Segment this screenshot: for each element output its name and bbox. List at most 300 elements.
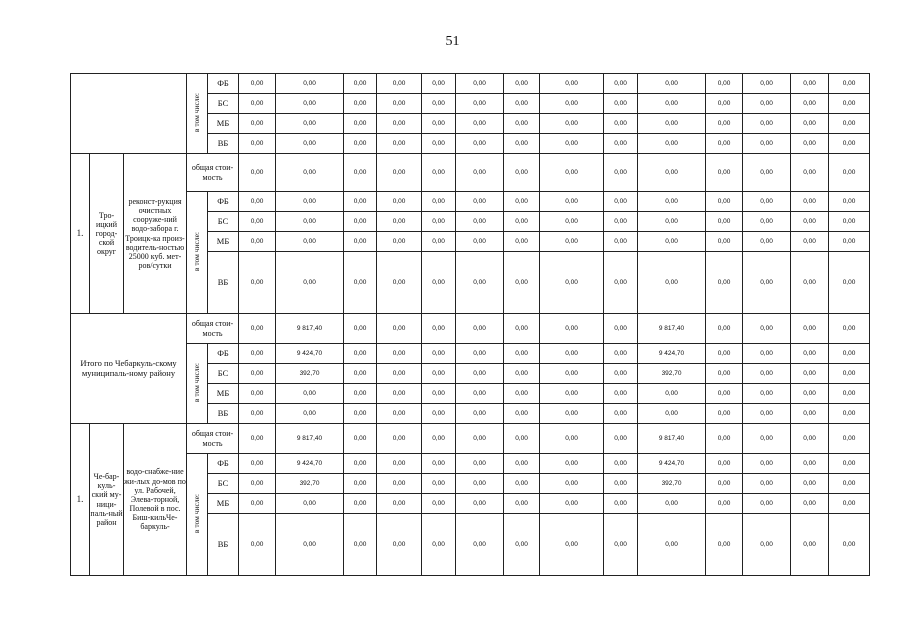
value-cell: 0,00: [829, 454, 870, 474]
value-cell: 0,00: [829, 384, 870, 404]
value-cell: 0,00: [239, 192, 276, 212]
value-cell: 0,00: [377, 114, 422, 134]
value-cell: 0,00: [504, 404, 540, 424]
value-cell: 0,00: [456, 154, 504, 192]
page-number: 51: [445, 34, 460, 49]
value-cell: 0,00: [706, 344, 743, 364]
value-cell: 0,00: [604, 134, 638, 154]
value-cell: 0,00: [791, 212, 829, 232]
value-cell: 0,00: [344, 314, 377, 344]
budget-table: [70, 73, 870, 576]
fund-code: ВБ: [208, 134, 239, 154]
total-cost-label: общая стои-мость: [187, 154, 239, 192]
value-cell: 9 817,40: [638, 424, 706, 454]
value-cell: 0,00: [504, 94, 540, 114]
value-cell: 0,00: [504, 514, 540, 576]
fund-code: МБ: [208, 494, 239, 514]
value-cell: 0,00: [377, 344, 422, 364]
value-cell: 0,00: [638, 404, 706, 424]
in-that-number-text: в том числе:: [191, 231, 201, 271]
value-cell: 0,00: [540, 252, 604, 314]
value-cell: 0,00: [504, 314, 540, 344]
value-cell: 0,00: [239, 454, 276, 474]
value-cell: 0,00: [377, 514, 422, 576]
value-cell: 0,00: [604, 212, 638, 232]
in-that-number-text: в том числе:: [191, 92, 201, 132]
value-cell: 0,00: [504, 454, 540, 474]
value-cell: 0,00: [638, 74, 706, 94]
value-cell: 0,00: [604, 514, 638, 576]
value-cell: 0,00: [276, 252, 344, 314]
value-cell: 0,00: [706, 74, 743, 94]
value-cell: 0,00: [540, 114, 604, 134]
fund-code: ФБ: [208, 344, 239, 364]
value-cell: 0,00: [276, 494, 344, 514]
value-cell: 0,00: [706, 192, 743, 212]
value-cell: 0,00: [604, 94, 638, 114]
value-cell: 0,00: [344, 424, 377, 454]
value-cell: 0,00: [540, 404, 604, 424]
value-cell: 0,00: [422, 404, 456, 424]
value-cell: 0,00: [791, 192, 829, 212]
value-cell: 0,00: [540, 494, 604, 514]
value-cell: 0,00: [456, 344, 504, 364]
value-cell: 0,00: [706, 232, 743, 252]
municipality-name: Че-бар-куль-ский му-ници-паль-ный район: [90, 424, 124, 576]
value-cell: 0,00: [540, 344, 604, 364]
value-cell: 392,70: [638, 364, 706, 384]
value-cell: 0,00: [239, 404, 276, 424]
value-cell: 0,00: [791, 474, 829, 494]
value-cell: 0,00: [743, 212, 791, 232]
value-cell: 0,00: [638, 232, 706, 252]
value-cell: 0,00: [604, 252, 638, 314]
value-cell: 0,00: [829, 212, 870, 232]
fund-code: ФБ: [208, 74, 239, 94]
value-cell: 0,00: [422, 344, 456, 364]
value-cell: 9 424,70: [638, 454, 706, 474]
value-cell: 0,00: [422, 74, 456, 94]
value-cell: 0,00: [422, 192, 456, 212]
value-cell: 0,00: [344, 114, 377, 134]
value-cell: 0,00: [504, 344, 540, 364]
fund-code: ФБ: [208, 454, 239, 474]
value-cell: 9 424,70: [276, 454, 344, 474]
value-cell: 0,00: [456, 494, 504, 514]
value-cell: 0,00: [743, 192, 791, 212]
value-cell: 0,00: [344, 134, 377, 154]
value-cell: 0,00: [706, 474, 743, 494]
value-cell: 0,00: [377, 474, 422, 494]
value-cell: 0,00: [540, 364, 604, 384]
total-cost-label: общая стои-мость: [187, 314, 239, 344]
value-cell: 0,00: [791, 134, 829, 154]
value-cell: 0,00: [422, 252, 456, 314]
value-cell: 0,00: [706, 154, 743, 192]
value-cell: 0,00: [604, 364, 638, 384]
value-cell: 0,00: [540, 192, 604, 212]
value-cell: 0,00: [743, 74, 791, 94]
value-cell: 0,00: [377, 154, 422, 192]
value-cell: 0,00: [456, 252, 504, 314]
table-row: [71, 192, 870, 212]
value-cell: 0,00: [829, 424, 870, 454]
value-cell: 0,00: [422, 232, 456, 252]
value-cell: 0,00: [276, 114, 344, 134]
value-cell: 0,00: [829, 114, 870, 134]
in-that-number-label: [187, 192, 208, 314]
value-cell: 0,00: [504, 232, 540, 252]
value-cell: 0,00: [706, 494, 743, 514]
value-cell: 0,00: [239, 134, 276, 154]
value-cell: 0,00: [504, 252, 540, 314]
value-cell: 0,00: [276, 154, 344, 192]
value-cell: 0,00: [791, 404, 829, 424]
value-cell: 0,00: [829, 364, 870, 384]
value-cell: 0,00: [743, 154, 791, 192]
value-cell: 0,00: [377, 404, 422, 424]
value-cell: 0,00: [504, 212, 540, 232]
value-cell: 0,00: [706, 454, 743, 474]
value-cell: 9 424,70: [276, 344, 344, 364]
value-cell: 0,00: [604, 384, 638, 404]
value-cell: 392,70: [276, 474, 344, 494]
value-cell: 0,00: [829, 232, 870, 252]
value-cell: 0,00: [239, 474, 276, 494]
value-cell: 0,00: [791, 344, 829, 364]
value-cell: 0,00: [604, 74, 638, 94]
value-cell: 0,00: [344, 94, 377, 114]
value-cell: 0,00: [743, 454, 791, 474]
value-cell: 0,00: [540, 212, 604, 232]
value-cell: 0,00: [743, 232, 791, 252]
in-that-number-label: [187, 454, 208, 576]
project-description: реконст-рукция очистных сооруже-ний водо-забора г. Троицк-ка произ-водитель-ностью 25000 куб. мет-ров/сутки: [124, 154, 187, 314]
value-cell: 0,00: [604, 192, 638, 212]
table-row: [71, 344, 870, 364]
value-cell: 0,00: [377, 252, 422, 314]
value-cell: 0,00: [743, 494, 791, 514]
value-cell: 0,00: [604, 232, 638, 252]
value-cell: 0,00: [829, 94, 870, 114]
value-cell: 0,00: [743, 514, 791, 576]
in-that-number-label: [187, 74, 208, 154]
item-index: 1.: [71, 154, 90, 314]
value-cell: 0,00: [456, 232, 504, 252]
in-that-number-text: в том числе:: [191, 493, 201, 533]
value-cell: 0,00: [344, 74, 377, 94]
value-cell: 0,00: [791, 364, 829, 384]
value-cell: 0,00: [706, 424, 743, 454]
value-cell: 0,00: [239, 94, 276, 114]
value-cell: 0,00: [791, 494, 829, 514]
value-cell: 0,00: [706, 314, 743, 344]
value-cell: 0,00: [377, 494, 422, 514]
value-cell: 0,00: [456, 314, 504, 344]
value-cell: 0,00: [422, 424, 456, 454]
value-cell: 0,00: [829, 344, 870, 364]
value-cell: 0,00: [791, 154, 829, 192]
value-cell: 0,00: [638, 154, 706, 192]
value-cell: 0,00: [706, 212, 743, 232]
value-cell: 0,00: [706, 252, 743, 314]
value-cell: 0,00: [743, 384, 791, 404]
value-cell: 0,00: [504, 134, 540, 154]
value-cell: 0,00: [791, 252, 829, 314]
value-cell: 0,00: [456, 134, 504, 154]
value-cell: 0,00: [344, 364, 377, 384]
value-cell: 0,00: [638, 94, 706, 114]
value-cell: 0,00: [276, 134, 344, 154]
value-cell: 0,00: [239, 424, 276, 454]
value-cell: 0,00: [540, 314, 604, 344]
value-cell: 0,00: [829, 474, 870, 494]
value-cell: 0,00: [791, 114, 829, 134]
value-cell: 0,00: [422, 154, 456, 192]
value-cell: 0,00: [422, 454, 456, 474]
fund-code: МБ: [208, 232, 239, 252]
value-cell: 0,00: [276, 514, 344, 576]
value-cell: 0,00: [377, 454, 422, 474]
value-cell: 0,00: [239, 494, 276, 514]
value-cell: 0,00: [743, 114, 791, 134]
value-cell: 0,00: [239, 232, 276, 252]
value-cell: 0,00: [344, 192, 377, 212]
value-cell: 0,00: [344, 404, 377, 424]
fund-code: ФБ: [208, 192, 239, 212]
value-cell: 0,00: [377, 364, 422, 384]
value-cell: 0,00: [456, 454, 504, 474]
value-cell: 9 817,40: [638, 314, 706, 344]
value-cell: 9 817,40: [276, 424, 344, 454]
value-cell: 0,00: [540, 154, 604, 192]
value-cell: 0,00: [791, 232, 829, 252]
table-row: [71, 454, 870, 474]
value-cell: 0,00: [829, 154, 870, 192]
value-cell: 0,00: [344, 344, 377, 364]
value-cell: 0,00: [239, 384, 276, 404]
value-cell: 0,00: [422, 314, 456, 344]
table-row: [71, 154, 870, 192]
value-cell: 0,00: [540, 384, 604, 404]
value-cell: 0,00: [706, 514, 743, 576]
value-cell: 0,00: [638, 212, 706, 232]
value-cell: 0,00: [743, 134, 791, 154]
value-cell: 0,00: [540, 474, 604, 494]
value-cell: 0,00: [377, 74, 422, 94]
value-cell: 0,00: [604, 424, 638, 454]
value-cell: 0,00: [604, 494, 638, 514]
in-that-number-label: [187, 344, 208, 424]
value-cell: 0,00: [743, 404, 791, 424]
value-cell: 0,00: [791, 384, 829, 404]
value-cell: 0,00: [604, 114, 638, 134]
value-cell: 0,00: [377, 94, 422, 114]
value-cell: 0,00: [829, 404, 870, 424]
value-cell: 0,00: [743, 252, 791, 314]
value-cell: 0,00: [456, 74, 504, 94]
value-cell: 0,00: [743, 364, 791, 384]
value-cell: 0,00: [829, 252, 870, 314]
municipality-name: Тро-ицкий город-ской округ: [90, 154, 124, 314]
value-cell: 0,00: [540, 74, 604, 94]
fund-code: БС: [208, 364, 239, 384]
value-cell: 0,00: [791, 454, 829, 474]
value-cell: 0,00: [456, 192, 504, 212]
value-cell: 0,00: [276, 74, 344, 94]
value-cell: 0,00: [456, 114, 504, 134]
value-cell: 0,00: [377, 314, 422, 344]
in-that-number-text: в том числе:: [191, 362, 201, 402]
value-cell: 0,00: [829, 314, 870, 344]
value-cell: 0,00: [504, 384, 540, 404]
value-cell: 9 424,70: [638, 344, 706, 364]
value-cell: 0,00: [377, 212, 422, 232]
value-cell: 0,00: [706, 94, 743, 114]
value-cell: 0,00: [377, 424, 422, 454]
value-cell: 0,00: [638, 252, 706, 314]
item-index: 1.: [71, 424, 90, 576]
value-cell: 0,00: [456, 384, 504, 404]
value-cell: 0,00: [540, 424, 604, 454]
value-cell: 0,00: [743, 94, 791, 114]
value-cell: 0,00: [239, 314, 276, 344]
value-cell: 0,00: [456, 94, 504, 114]
fund-code: ВБ: [208, 252, 239, 314]
value-cell: 0,00: [540, 514, 604, 576]
value-cell: 0,00: [791, 314, 829, 344]
table-row: [71, 74, 870, 94]
value-cell: 0,00: [791, 94, 829, 114]
value-cell: 0,00: [791, 424, 829, 454]
value-cell: 0,00: [504, 474, 540, 494]
value-cell: 0,00: [422, 364, 456, 384]
value-cell: 0,00: [504, 114, 540, 134]
value-cell: 0,00: [829, 494, 870, 514]
value-cell: 0,00: [377, 384, 422, 404]
value-cell: 0,00: [456, 424, 504, 454]
value-cell: 0,00: [604, 404, 638, 424]
value-cell: 0,00: [829, 74, 870, 94]
fund-code: МБ: [208, 384, 239, 404]
value-cell: 0,00: [456, 514, 504, 576]
value-cell: 0,00: [829, 514, 870, 576]
value-cell: 0,00: [377, 192, 422, 212]
project-description: водо-снабже-ние жи-лых до-мов по ул. Рабочей, Элева-торной, Полевой в пос. Биш-кильЧе-баркуль-: [124, 424, 187, 576]
value-cell: 0,00: [276, 384, 344, 404]
value-cell: 0,00: [456, 404, 504, 424]
value-cell: 0,00: [344, 494, 377, 514]
fund-code: БС: [208, 474, 239, 494]
value-cell: 0,00: [456, 474, 504, 494]
value-cell: 0,00: [422, 494, 456, 514]
value-cell: 0,00: [638, 514, 706, 576]
value-cell: 0,00: [422, 474, 456, 494]
value-cell: 0,00: [239, 364, 276, 384]
value-cell: 0,00: [422, 384, 456, 404]
value-cell: 0,00: [422, 134, 456, 154]
value-cell: 0,00: [638, 494, 706, 514]
value-cell: 0,00: [239, 344, 276, 364]
value-cell: 0,00: [456, 364, 504, 384]
value-cell: 0,00: [504, 424, 540, 454]
fund-code: МБ: [208, 114, 239, 134]
value-cell: 0,00: [604, 344, 638, 364]
value-cell: 0,00: [239, 514, 276, 576]
value-cell: 0,00: [239, 154, 276, 192]
value-cell: 0,00: [604, 154, 638, 192]
table-body: [71, 74, 870, 576]
value-cell: 0,00: [540, 454, 604, 474]
value-cell: 0,00: [604, 314, 638, 344]
value-cell: 0,00: [706, 384, 743, 404]
value-cell: 0,00: [706, 364, 743, 384]
value-cell: 0,00: [706, 404, 743, 424]
value-cell: 0,00: [276, 94, 344, 114]
value-cell: 0,00: [504, 154, 540, 192]
fund-code: ВБ: [208, 404, 239, 424]
value-cell: 0,00: [344, 454, 377, 474]
value-cell: 0,00: [344, 154, 377, 192]
value-cell: 0,00: [377, 232, 422, 252]
table-row: [71, 314, 870, 344]
value-cell: 0,00: [829, 192, 870, 212]
value-cell: 0,00: [239, 74, 276, 94]
value-cell: 0,00: [638, 192, 706, 212]
value-cell: 0,00: [456, 212, 504, 232]
value-cell: 0,00: [344, 212, 377, 232]
value-cell: 0,00: [743, 314, 791, 344]
value-cell: 0,00: [422, 114, 456, 134]
empty-header-cell: [71, 74, 187, 154]
value-cell: 0,00: [791, 514, 829, 576]
value-cell: 0,00: [422, 94, 456, 114]
value-cell: 0,00: [504, 494, 540, 514]
value-cell: 0,00: [604, 474, 638, 494]
value-cell: 0,00: [276, 232, 344, 252]
value-cell: 0,00: [377, 134, 422, 154]
value-cell: 0,00: [422, 514, 456, 576]
value-cell: 0,00: [344, 384, 377, 404]
value-cell: 0,00: [276, 404, 344, 424]
value-cell: 0,00: [638, 384, 706, 404]
value-cell: 0,00: [706, 114, 743, 134]
value-cell: 9 817,40: [276, 314, 344, 344]
value-cell: 0,00: [540, 134, 604, 154]
value-cell: 0,00: [638, 134, 706, 154]
value-cell: 0,00: [344, 252, 377, 314]
value-cell: 0,00: [604, 454, 638, 474]
value-cell: 0,00: [239, 114, 276, 134]
table-row: [71, 424, 870, 454]
fund-code: ВБ: [208, 514, 239, 576]
total-cost-label: общая стои-мость: [187, 424, 239, 454]
value-cell: 0,00: [344, 474, 377, 494]
value-cell: 392,70: [638, 474, 706, 494]
value-cell: 0,00: [276, 212, 344, 232]
value-cell: 0,00: [540, 232, 604, 252]
value-cell: 0,00: [504, 192, 540, 212]
value-cell: 0,00: [344, 514, 377, 576]
value-cell: 0,00: [743, 474, 791, 494]
value-cell: 0,00: [239, 252, 276, 314]
value-cell: 0,00: [344, 232, 377, 252]
fund-code: БС: [208, 94, 239, 114]
value-cell: 0,00: [422, 212, 456, 232]
value-cell: 0,00: [829, 134, 870, 154]
value-cell: 0,00: [239, 212, 276, 232]
value-cell: 0,00: [276, 192, 344, 212]
